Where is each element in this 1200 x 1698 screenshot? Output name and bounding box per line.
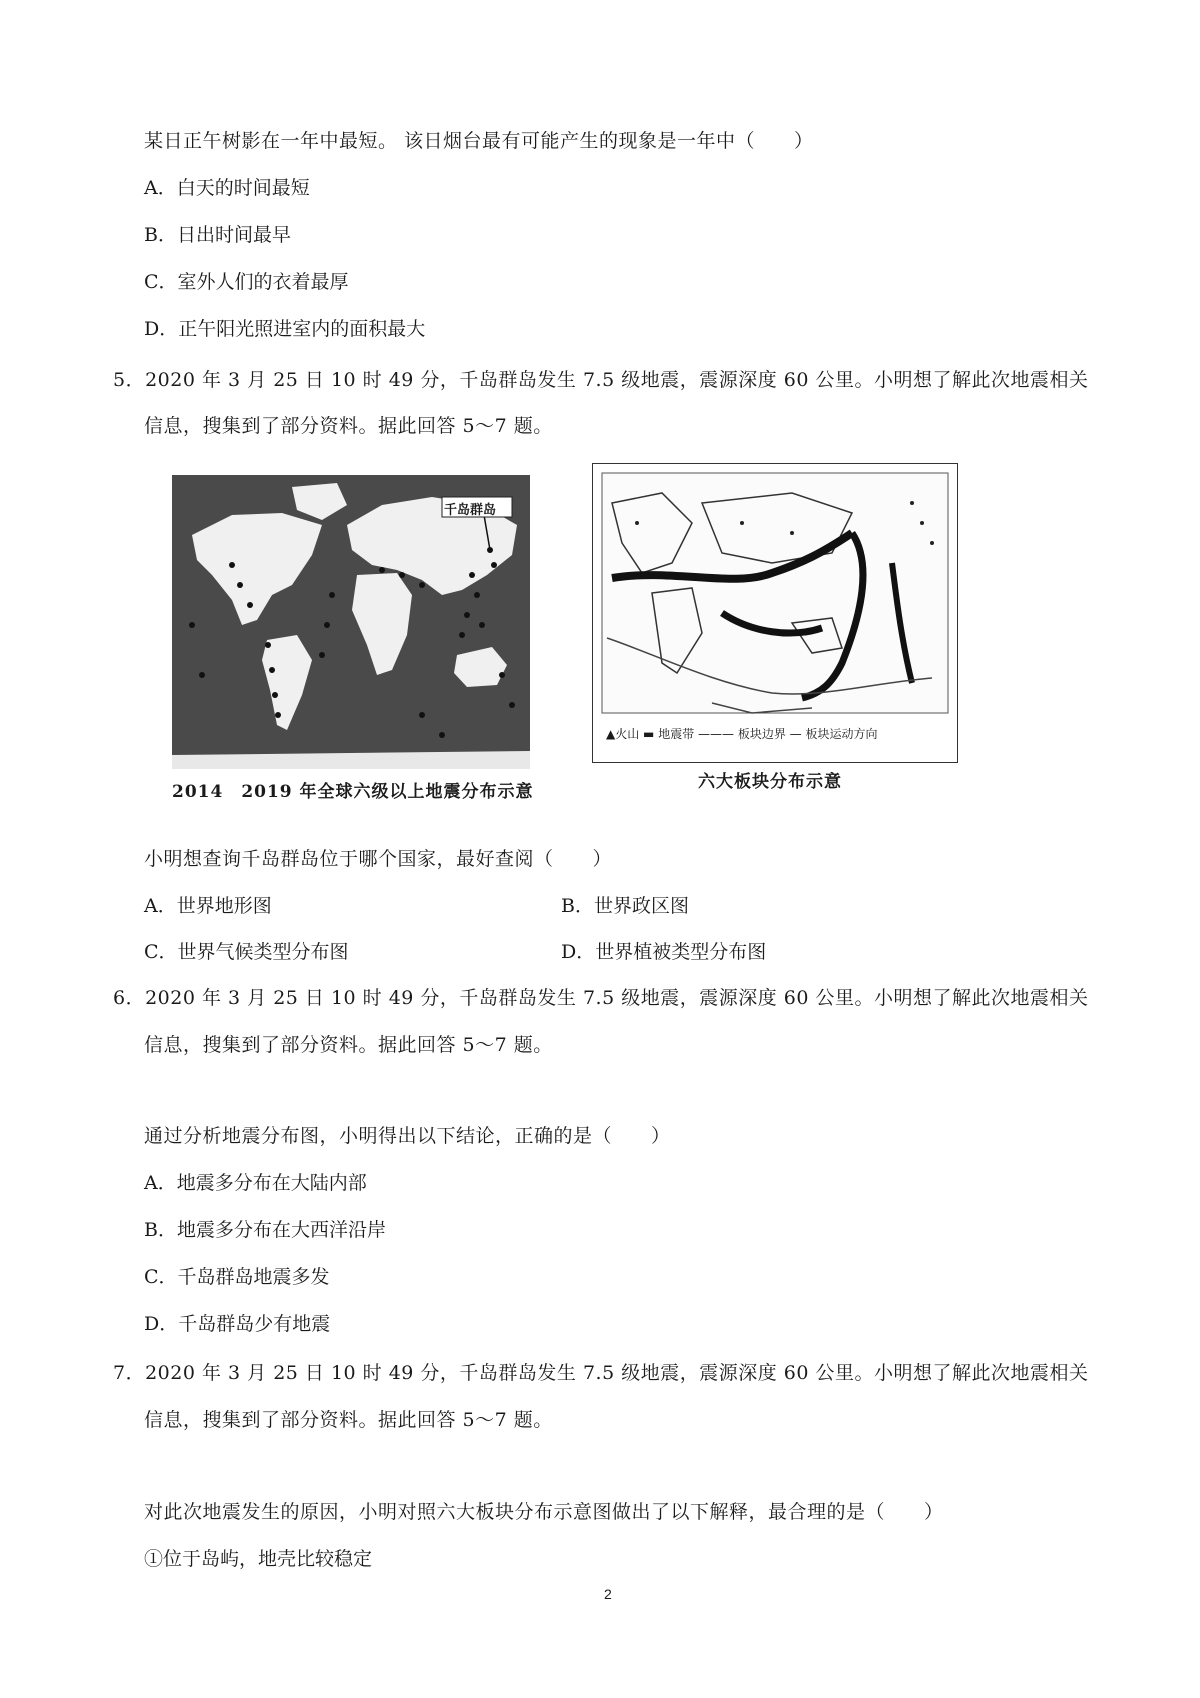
- q4-option-d: D．正午阳光照进室内的面积最大: [144, 318, 426, 340]
- q5-intro-line1: 5．2020 年 3 月 25 日 10 时 49 分，千岛群岛发生 7.5 级地震，震源深度 60 公里。小明想了解此次地震相关: [113, 369, 1089, 391]
- q6-option-d: D．千岛群岛少有地震: [144, 1313, 331, 1335]
- q6-option-b: B．地震多分布在大西洋沿岸: [144, 1219, 386, 1241]
- q7-intro-line2: 信息，搜集到了部分资料。据此回答 5～7 题。: [144, 1409, 553, 1431]
- q5-stem: 小明想查询千岛群岛位于哪个国家，最好查阅（ ）: [144, 848, 613, 870]
- q7-intro-line1: 7．2020 年 3 月 25 日 10 时 49 分，千岛群岛发生 7.5 级地震，震源深度 60 公里。小明想了解此次地震相关: [113, 1362, 1089, 1384]
- q4-option-c: C．室外人们的衣着最厚: [144, 271, 349, 293]
- six-plates-map: [592, 463, 958, 763]
- q7-item-1: ①位于岛屿，地壳比较稳定: [144, 1548, 373, 1570]
- plates-map-legend: ▲火山 ▬ 地震带 ——— 板块边界 — 板块运动方向: [606, 727, 878, 741]
- world-map-figure: [172, 475, 530, 769]
- q6-intro-line1: 6．2020 年 3 月 25 日 10 时 49 分，千岛群岛发生 7.5 级地震，震源深度 60 公里。小明想了解此次地震相关: [113, 987, 1089, 1009]
- q5-option-c: C．世界气候类型分布图: [144, 941, 349, 963]
- plates-map-figure: [592, 463, 958, 763]
- map2-caption: 六大板块分布示意: [698, 772, 842, 792]
- earthquake-distribution-map: [172, 475, 530, 769]
- map1-caption: 2014 2019 年全球六级以上地震分布示意: [172, 782, 534, 802]
- page-number: 2: [604, 1586, 612, 1602]
- q5-option-d: D．世界植被类型分布图: [561, 941, 767, 963]
- q6-option-c: C．千岛群岛地震多发: [144, 1266, 330, 1288]
- q6-intro-line2: 信息，搜集到了部分资料。据此回答 5～7 题。: [144, 1034, 553, 1056]
- q5-option-b: B．世界政区图: [561, 895, 689, 917]
- kuril-islands-label: 千岛群岛: [444, 503, 497, 518]
- q4-stem: 某日正午树影在一年中最短。 该日烟台最有可能产生的现象是一年中（ ）: [144, 130, 814, 152]
- q5-intro-line2: 信息，搜集到了部分资料。据此回答 5～7 题。: [144, 415, 553, 437]
- q7-stem: 对此次地震发生的原因，小明对照六大板块分布示意图做出了以下解释，最合理的是（ ）: [144, 1501, 944, 1523]
- q4-option-a: A．白天的时间最短: [144, 177, 310, 199]
- q4-option-b: B．日出时间最早: [144, 224, 291, 246]
- q6-option-a: A．地震多分布在大陆内部: [144, 1172, 367, 1194]
- q5-option-a: A．世界地形图: [144, 895, 272, 917]
- q6-stem: 通过分析地震分布图，小明得出以下结论，正确的是（ ）: [144, 1125, 671, 1147]
